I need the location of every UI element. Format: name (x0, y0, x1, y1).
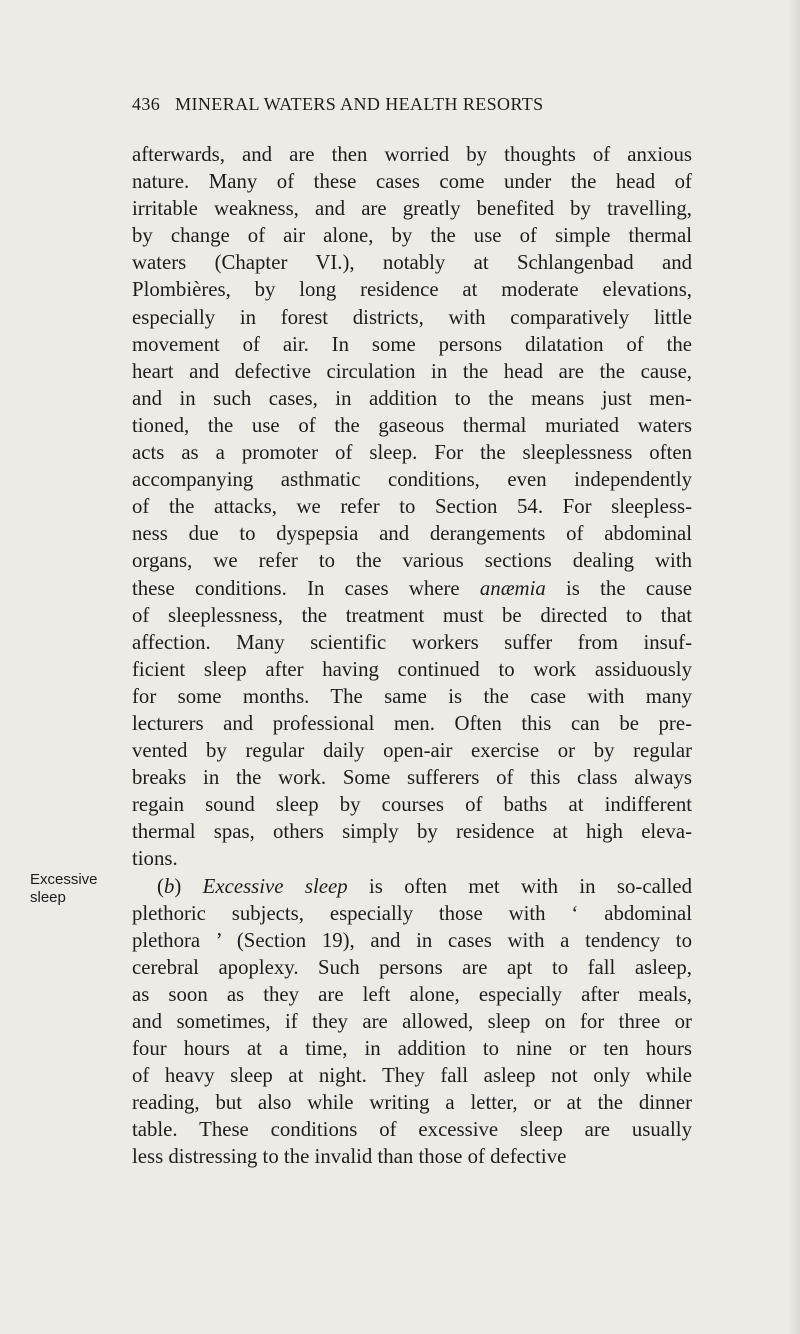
running-header (132, 94, 692, 115)
text-line: movement of air. In some persons dilatation of the (132, 332, 692, 356)
margin-note-line: sleep (30, 889, 66, 906)
text-line: acts as a promoter of sleep. For the sleeplessness often (132, 441, 692, 465)
text-line: ficient sleep after having continued to work assiduously (132, 657, 692, 681)
text-line: as soon as they are left alone, especially after meals, (132, 982, 692, 1006)
text-line: table. These conditions of excessive sleep are usually (132, 1118, 692, 1142)
text-line: reading, but also while writing a letter, or at the dinner (132, 1091, 692, 1115)
margin-note (30, 871, 125, 907)
text-line: (b) Excessive sleep is often met with in so-called (157, 874, 692, 898)
text-line: cerebral apoplexy. Such persons are apt to fall asleep, (132, 955, 692, 979)
text-line: and in such cases, in addition to the means just men- (132, 386, 692, 410)
text-line: waters (Chapter VI.), notably at Schlangenbad and (132, 251, 692, 275)
page-edge-shadow (788, 0, 800, 1334)
body-text (132, 141, 692, 1171)
text-line: by change of air alone, by the use of simple thermal (132, 224, 692, 248)
text-line: tioned, the use of the gaseous thermal muriated waters (132, 413, 692, 437)
text-line: thermal spas, others simply by residence at high eleva- (132, 820, 692, 844)
text-line: and sometimes, if they are allowed, sleep on for three or (132, 1010, 692, 1033)
text-line: organs, we refer to the various sections dealing with (132, 549, 692, 573)
text-line: regain sound sleep by courses of baths at indifferent (132, 793, 692, 817)
text-line: ness due to dyspepsia and derangements of abdominal (132, 522, 692, 546)
text-line: Plombières, by long residence at moderate elevations, (132, 278, 692, 302)
text-line: breaks in the work. Some sufferers of this class always (132, 766, 692, 790)
text-line: vented by regular daily open-air exercise or by regular (132, 739, 692, 763)
text-line: afterwards, and are then worried by thoughts of anxious (132, 143, 692, 166)
text-line: especially in forest districts, with comparatively little (132, 305, 692, 329)
text-line: affection. Many scientific workers suffer from insuf- (132, 630, 692, 654)
running-title: MINERAL WATERS AND HEALTH RESORTS (175, 94, 544, 114)
text-line: tions. (132, 847, 178, 871)
text-line: accompanying asthmatic conditions, even independently (132, 468, 692, 492)
text-line: nature. Many of these cases come under the head of (132, 170, 692, 194)
text-line: four hours at a time, in addition to nine or ten hours (132, 1037, 692, 1061)
text-line: of the attacks, we refer to Section 54. For sleepless- (132, 495, 692, 519)
text-line: lecturers and professional men. Often this can be pre- (132, 711, 692, 735)
page-number: 436 (132, 94, 161, 114)
text-line: these conditions. In cases where anæmia is the cause (132, 576, 693, 600)
text-line: plethoric subjects, especially those with ‘ abdominal (132, 901, 692, 925)
margin-note-line: Excessive (30, 871, 98, 888)
text-line: less distressing to the invalid than those of defective (132, 1145, 567, 1169)
text-line: of sleeplessness, the treatment must be directed to that (132, 603, 692, 627)
text-line: heart and defective circulation in the head are the cause, (132, 359, 692, 383)
text-line: for some months. The same is the case with many (132, 684, 692, 708)
text-line: plethora ’ (Section 19), and in cases with a tendency to (132, 928, 692, 952)
text-line: of heavy sleep at night. They fall asleep not only while (132, 1064, 692, 1088)
text-line: irritable weakness, and are greatly benefited by travelling, (132, 197, 692, 221)
